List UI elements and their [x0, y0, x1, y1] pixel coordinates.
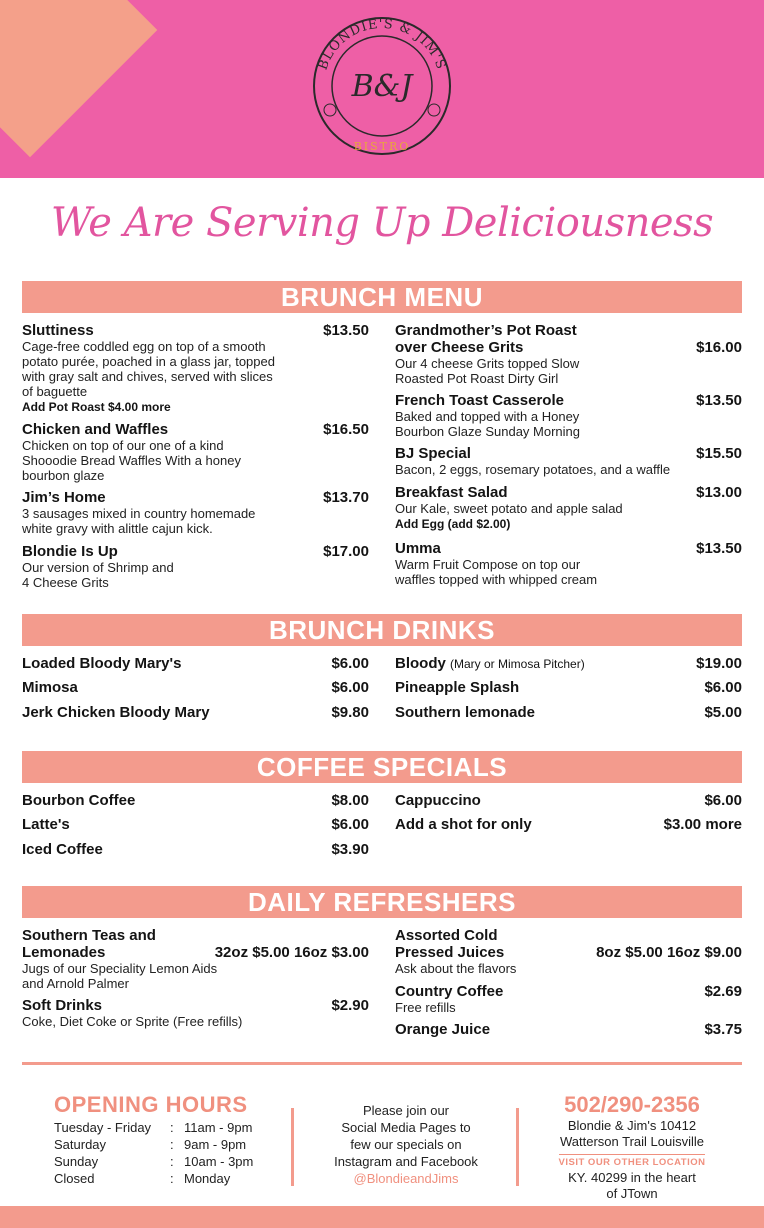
item-price: $9.80	[331, 704, 369, 721]
item-addon: Add Egg (add $2.00)	[395, 517, 511, 531]
item-price: $5.00	[704, 704, 742, 721]
rose-icon	[428, 104, 440, 116]
item-price: $6.00	[331, 655, 369, 672]
item-name: Grandmother’s Pot Roast	[395, 322, 577, 339]
item-name-text: Bloody	[395, 655, 446, 672]
item-name: Latte's	[22, 816, 70, 833]
social-text: Instagram and Facebook	[334, 1154, 478, 1169]
item-desc: Bourbon Glaze Sunday Morning	[395, 424, 581, 439]
menu-item	[395, 322, 742, 386]
item-desc: Bacon, 2 eggs, rosemary potatoes, and a waffle	[395, 462, 671, 477]
address-line: of JTown	[606, 1186, 658, 1201]
bistro-logo	[300, 14, 464, 158]
header-corner-accent	[0, 0, 157, 157]
item-name: Cappuccino	[395, 792, 481, 809]
item-name: Pressed Juices	[395, 944, 505, 961]
address-line: Watterson Trail Louisville	[559, 1134, 704, 1149]
item-name: Soft Drinks	[22, 997, 103, 1014]
item-price: $3.00 more	[663, 816, 742, 833]
item-desc: Coke, Diet Coke or Sprite (Free refills)	[22, 1014, 243, 1029]
item-name: Jerk Chicken Bloody Mary	[22, 704, 210, 721]
item-desc: bourbon glaze	[22, 468, 105, 483]
footer-divider	[22, 1062, 742, 1065]
logo-bottom-text: BISTRO	[353, 140, 411, 153]
item-price: $2.90	[331, 997, 369, 1014]
item-name: Southern lemonade	[395, 704, 536, 721]
menu-item	[395, 445, 742, 477]
item-desc: Shooodie Bread Waffles With a honey	[22, 453, 241, 468]
hours-row	[54, 1171, 230, 1186]
item-price: $2.69	[704, 983, 742, 1000]
hours-row	[54, 1120, 252, 1135]
item-name: Mimosa	[22, 679, 78, 696]
contact-block	[548, 1092, 716, 1202]
item-price: $3.90	[331, 841, 369, 858]
menu-item	[22, 421, 369, 483]
social-text: few our specials on	[350, 1137, 462, 1152]
item-desc: Cage-free coddled egg on top of a smooth	[22, 339, 266, 354]
item-desc: Free refills	[395, 1000, 456, 1015]
bottom-band	[0, 1206, 764, 1228]
item-price: $13.70	[323, 489, 369, 506]
footer-separator	[516, 1108, 519, 1186]
hours-day: Sunday	[54, 1154, 99, 1169]
item-desc: Warm Fruit Compose on top our	[395, 557, 581, 572]
item-name: Add a shot for only	[395, 816, 532, 833]
hours-time: Monday	[184, 1171, 231, 1186]
item-desc: Chicken on top of our one of a kind	[22, 438, 224, 453]
menu-item	[22, 997, 369, 1029]
menu-item	[22, 792, 369, 809]
menu-item	[22, 679, 369, 696]
item-price: $16.50	[323, 421, 369, 438]
item-name: Assorted Cold	[395, 927, 498, 944]
item-name: French Toast Casserole	[395, 392, 564, 409]
item-name: Pineapple Splash	[395, 679, 520, 696]
item-name: over Cheese Grits	[395, 339, 524, 356]
item-name: Lemonades	[22, 944, 106, 961]
visit-other-location-label[interactable]: VISIT OUR OTHER LOCATION	[559, 1154, 706, 1168]
address-line: Blondie & Jim's 10412	[567, 1118, 697, 1133]
menu-item	[22, 841, 369, 858]
item-name: Sluttiness	[22, 322, 94, 339]
item-name: Country Coffee	[395, 983, 504, 1000]
item-name: Umma	[395, 540, 441, 557]
address-line: KY. 40299 in the heart	[568, 1170, 696, 1185]
item-name: Loaded Bloody Mary's	[22, 655, 182, 672]
header-banner	[0, 0, 764, 178]
item-desc: Jugs of our Speciality Lemon Aids	[22, 961, 218, 976]
social-text: Please join our	[363, 1103, 449, 1118]
menu-item	[395, 927, 742, 976]
hours-time: 10am - 3pm	[184, 1154, 254, 1169]
menu-item	[395, 983, 742, 1015]
hours-day: Saturday	[54, 1137, 107, 1152]
item-desc: waffles topped with whipped cream	[395, 572, 598, 587]
item-name: Southern Teas and	[22, 927, 156, 944]
item-price: $13.50	[696, 540, 742, 557]
item-name: Chicken and Waffles	[22, 421, 169, 438]
opening-hours-title: OPENING HOURS	[54, 1092, 248, 1117]
item-price: $6.00	[704, 792, 742, 809]
item-price: $13.50	[696, 392, 742, 409]
item-desc: 3 sausages mixed in country homemade	[22, 506, 256, 521]
social-text: Social Media Pages to	[341, 1120, 471, 1135]
item-name: Bourbon Coffee	[22, 792, 136, 809]
hours-row	[54, 1137, 246, 1152]
item-desc: white gravy with alittle cajun kick.	[22, 521, 213, 536]
menu-item	[22, 816, 369, 833]
menu-item	[395, 816, 742, 833]
item-desc: with gray salt and chives, served with slices	[22, 369, 273, 384]
item-desc: Our version of Shrimp and	[22, 560, 174, 575]
hours-day: Closed	[54, 1171, 95, 1186]
hours-time: 11am - 9pm	[184, 1120, 253, 1135]
menu-item	[395, 1021, 742, 1038]
item-name: BJ Special	[395, 445, 471, 462]
menu-item	[395, 679, 742, 696]
section-header-daily-refreshers: DAILY REFRESHERS	[22, 886, 742, 918]
menu-item	[22, 655, 369, 672]
item-name: Jim’s Home	[22, 489, 106, 506]
item-desc: potato purée, poached in a glass jar, topped	[22, 354, 275, 369]
item-desc: Ask about the flavors	[395, 961, 517, 976]
section-header-brunch-drinks: BRUNCH DRINKS	[22, 614, 742, 646]
menu-item	[395, 392, 742, 439]
menu-item	[395, 792, 742, 809]
item-price: $19.00	[696, 655, 742, 672]
item-price: $13.50	[323, 322, 369, 339]
hours-sep: :	[170, 1137, 174, 1152]
footer-separator	[291, 1108, 294, 1186]
item-price: $6.00	[704, 679, 742, 696]
item-price: $3.75	[704, 1021, 742, 1038]
section-header-brunch-menu: BRUNCH MENU	[22, 281, 742, 313]
menu-item	[395, 484, 742, 532]
item-note: (Mary or Mimosa Pitcher)	[450, 657, 585, 671]
menu-item	[22, 322, 369, 415]
item-name: Iced Coffee	[22, 841, 103, 858]
hours-day: Tuesday - Friday	[54, 1120, 152, 1135]
menu-item	[395, 655, 742, 673]
item-name: Breakfast Salad	[395, 484, 508, 501]
menu-item	[22, 543, 369, 590]
rose-icon	[324, 104, 336, 116]
social-media-block	[318, 1102, 494, 1187]
hours-row	[54, 1154, 253, 1169]
menu-item	[22, 927, 369, 991]
social-handle-link[interactable]: @BlondieandJims	[353, 1171, 459, 1186]
item-price: $13.00	[696, 484, 742, 501]
hours-sep: :	[170, 1171, 174, 1186]
item-desc: Roasted Pot Roast Dirty Girl	[395, 371, 559, 386]
item-name: Blondie Is Up	[22, 543, 118, 560]
hours-time: 9am - 9pm	[184, 1137, 247, 1152]
item-addon: Add Pot Roast $4.00 more	[22, 400, 171, 414]
item-price: 8oz $5.00 16oz $9.00	[596, 944, 742, 961]
item-price: $17.00	[323, 543, 369, 560]
hours-sep: :	[170, 1120, 174, 1135]
item-price: $8.00	[331, 792, 369, 809]
item-price: 32oz $5.00 16oz $3.00	[214, 944, 369, 961]
item-name: Orange Juice	[395, 1021, 491, 1038]
item-price: $6.00	[331, 679, 369, 696]
phone-number[interactable]: 502/290-2356	[564, 1092, 700, 1117]
menu-item	[22, 704, 369, 721]
section-header-coffee-specials: COFFEE SPECIALS	[22, 751, 742, 783]
menu-item	[395, 540, 742, 587]
hours-sep: :	[170, 1154, 174, 1169]
item-desc: Baked and topped with a Honey	[395, 409, 580, 424]
item-price: $6.00	[331, 816, 369, 833]
tagline: We Are Serving Up Deliciousness	[50, 200, 714, 246]
item-name	[395, 655, 742, 673]
logo-monogram: B&J	[351, 69, 413, 104]
menu-item	[22, 489, 369, 536]
menu-item	[395, 704, 742, 721]
item-desc: and Arnold Palmer	[22, 976, 129, 991]
item-price: $15.50	[696, 445, 742, 462]
item-desc: Our Kale, sweet potato and apple salad	[395, 501, 623, 516]
item-desc: 4 Cheese Grits	[22, 575, 109, 590]
item-price: $16.00	[696, 339, 742, 356]
item-desc: of baguette	[22, 384, 88, 399]
logo-top-text: BLONDIE'S & JIM'S	[315, 16, 449, 72]
item-desc: Our 4 cheese Grits topped Slow	[395, 356, 580, 371]
